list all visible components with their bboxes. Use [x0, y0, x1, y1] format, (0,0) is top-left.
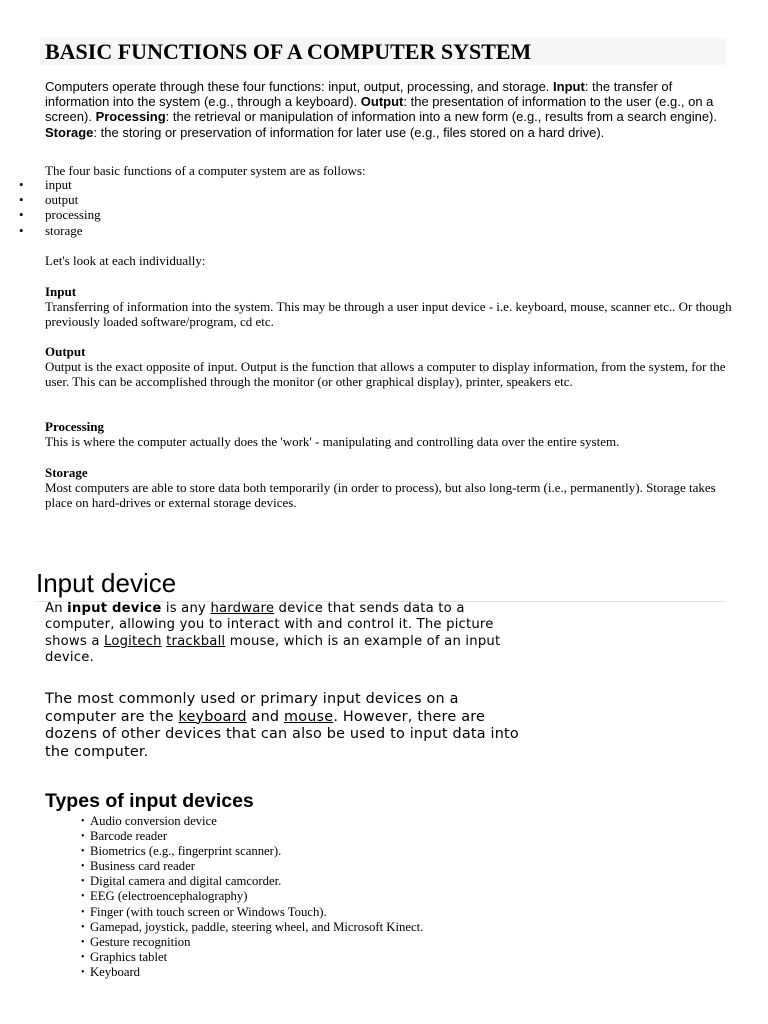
intro-term-storage: Storage: [45, 124, 94, 140]
section-heading-output: Output: [45, 344, 86, 359]
intro-text: : the presentation of information to the user (e.g., on a screen).: [45, 94, 714, 125]
section-text-input: Transferring of information into the system. This may be through a user input device - i.e. keyboard, mouse, scanner etc.. Or though previously loaded software/program, cd etc.: [45, 299, 732, 330]
intro-text: : the retrieval or manipulation of information into a new form (e.g., results from a search engine).: [165, 109, 717, 125]
list-item-label: Barcode reader: [90, 829, 168, 844]
paragraph-text: The most commonly used or primary input devices on a computer are the: [45, 691, 459, 725]
hardware-link[interactable]: hardware: [210, 601, 275, 616]
mouse-link[interactable]: mouse: [284, 708, 334, 725]
list-item-label: processing: [45, 207, 101, 223]
list-item-label: Gesture recognition: [90, 934, 191, 949]
bullet-icon: •: [81, 966, 85, 978]
input-device-heading: Input device: [36, 568, 177, 598]
list-item-label: Audio conversion device: [90, 814, 217, 828]
bullet-icon: •: [81, 846, 85, 858]
paragraph-text: mouse, which is an example of an input device.: [45, 633, 501, 666]
intro-term-output: Output: [360, 94, 404, 110]
section-text-storage: Most computers are able to store data both temporarily (in order to process), but also long-term (i.e., permanently). Storage takes place on hard-drives or external storage devices.: [45, 480, 716, 511]
list-item: [0, 905, 423, 920]
logitech-link[interactable]: Logitech: [104, 633, 162, 649]
look-at-text: Let's look at each individually:: [45, 253, 206, 268]
trackball-link[interactable]: trackball: [166, 633, 226, 649]
paragraph-text: An: [45, 601, 68, 616]
bullet-icon: •: [81, 936, 85, 948]
section-heading-storage: Storage: [45, 465, 88, 480]
basic-functions-intro: The four basic functions of a computer system are as follows:: [45, 163, 366, 178]
keyboard-link[interactable]: keyboard: [178, 708, 247, 725]
list-item-label: EEG (electroencephalography): [90, 889, 248, 904]
list-item: [0, 889, 423, 904]
intro-term-input: Input: [553, 79, 585, 94]
bullet-icon: •: [81, 891, 85, 903]
list-item-label: Digital camera and digital camcorder.: [90, 874, 282, 889]
basic-functions-list: [0, 177, 101, 238]
paragraph-text: is any: [161, 601, 211, 616]
list-item-label: Biometrics (e.g., fingerprint scanner).: [90, 844, 282, 859]
list-item-label: Business card reader: [90, 859, 195, 874]
input-device-types-list: [0, 814, 423, 980]
list-item: [0, 874, 423, 889]
bullet-icon: •: [19, 222, 24, 238]
list-item-label: storage: [45, 222, 83, 238]
input-device-term: input device: [67, 601, 162, 616]
paragraph-text: and: [246, 708, 285, 725]
paragraph-text: . However, there are dozens of other devices that can also be used to input data into the computer.: [45, 708, 519, 760]
page-title: BASIC FUNCTIONS OF A COMPUTER SYSTEM: [45, 39, 532, 64]
bullet-icon: •: [19, 177, 24, 192]
bullet-icon: •: [81, 906, 85, 918]
list-item-label: Gamepad, joystick, paddle, steering wheel, and Microsoft Kinect.: [90, 919, 424, 934]
list-item: [0, 177, 101, 192]
paragraph-text: device that sends data to a computer, allowing you to interact with and control it. The picture shows a: [45, 601, 494, 649]
list-item-label: Keyboard: [90, 964, 141, 979]
bullet-icon: •: [19, 207, 24, 223]
list-item: [0, 192, 101, 207]
bullet-icon: •: [81, 876, 85, 888]
bullet-icon: •: [81, 831, 85, 843]
section-text-processing: This is where the computer actually does the 'work' - manipulating and controlling data over the entire system.: [45, 434, 620, 449]
section-heading-processing: Processing: [45, 419, 104, 434]
intro-term-processing: Processing: [95, 109, 166, 125]
list-item: [0, 965, 423, 980]
input-device-paragraph: [45, 601, 525, 667]
list-item: [0, 223, 101, 238]
list-item-label: Finger (with touch screen or Windows Touch).: [90, 904, 327, 919]
intro-paragraph: [45, 79, 725, 140]
bullet-icon: •: [81, 921, 85, 933]
list-item-label: output: [45, 192, 79, 208]
intro-text: : the transfer of information into the system (e.g., through a keyboard).: [45, 79, 673, 110]
list-item: [0, 859, 423, 874]
list-item: [0, 950, 423, 965]
list-item-label: input: [45, 177, 72, 192]
primary-devices-paragraph: [45, 691, 525, 761]
list-item: [0, 935, 423, 950]
intro-text: Computers operate through these four functions: input, output, processing, and storage.: [45, 79, 554, 94]
bullet-icon: •: [81, 951, 85, 963]
section-heading-input: Input: [45, 284, 77, 299]
bullet-icon: •: [81, 861, 85, 873]
bullet-icon: •: [81, 816, 85, 827]
list-item-label: Graphics tablet: [90, 949, 168, 964]
list-item: [0, 829, 423, 844]
list-item: [0, 207, 101, 222]
list-item: [0, 920, 423, 935]
bullet-icon: •: [19, 192, 24, 208]
section-text-output: Output is the exact opposite of input. Output is the function that allows a computer to display information, from the system, for the user. This can be accomplished through the monitor (or other graphical display), printer, speakers etc.: [45, 359, 726, 390]
list-item: [0, 814, 423, 829]
types-heading: Types of input devices: [45, 790, 254, 812]
list-item: [0, 844, 423, 859]
intro-text: : the storing or preservation of information for later use (e.g., files stored on a hard drive).: [93, 124, 605, 140]
